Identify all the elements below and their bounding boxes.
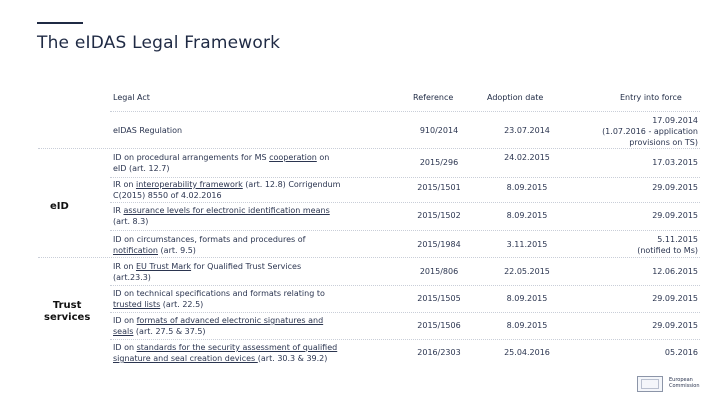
page-title: The eIDAS Legal Framework — [37, 33, 281, 53]
legal-act: ID on circumstances, formats and procedures of notification (art. 9.5) — [113, 235, 306, 255]
row-divider — [110, 177, 700, 178]
group-label-eid: eID — [50, 201, 69, 212]
legal-act: ID on procedural arrangements for MS cooperation on eID (art. 12.7) — [113, 153, 330, 173]
reference: 2015/1505 — [417, 294, 461, 303]
entry-into-force: 29.09.2015 — [652, 183, 698, 192]
reference: 2015/1984 — [417, 240, 461, 249]
entry-into-force: 17.09.2014 (1.07.2016 - application provisions on TS) — [602, 116, 698, 147]
entry-into-force: 29.09.2015 — [652, 321, 698, 330]
row-divider — [110, 230, 700, 231]
reference: 2015/806 — [419, 267, 459, 276]
legal-act: IR assurance levels for electronic identification means (art. 8.3) — [113, 206, 330, 226]
entry-into-force: 12.06.2015 — [652, 267, 698, 276]
adoption-date: 22.05.2015 — [504, 267, 550, 276]
act-link[interactable]: interoperability framework — [135, 180, 243, 189]
header-reference: Reference — [413, 93, 454, 102]
adoption-date: 8.09.2015 — [506, 321, 548, 330]
act-link[interactable]: assurance levels for electronic identification means — [123, 206, 330, 215]
act-link[interactable]: standards for the security assessment of qualified — [136, 343, 338, 352]
act-link[interactable]: formats of advanced electronic signatures and — [136, 316, 324, 325]
reference: 2015/1506 — [417, 321, 461, 330]
header-legal-act: Legal Act — [113, 93, 150, 102]
entry-into-force: 5.11.2015 (notified to Ms) — [637, 235, 698, 255]
reference: 2015/1502 — [417, 211, 461, 220]
adoption-date: 8.09.2015 — [506, 183, 548, 192]
title-accent-bar — [37, 22, 83, 24]
legal-act: IR on interoperability framework (art. 12.8) Corrigendum C(2015) 8550 of 4.02.2016 — [113, 180, 341, 200]
act-link[interactable]: EU Trust Mark — [135, 262, 192, 271]
row-divider — [110, 339, 700, 340]
adoption-date: 8.09.2015 — [506, 211, 548, 220]
act-link[interactable]: signature and seal creation devices — [113, 354, 258, 363]
legal-act: ID on standards for the security assessment of qualified signature and seal creation devices (art. 30.3 & 39.2) — [113, 343, 338, 363]
act-link[interactable]: notification — [113, 246, 158, 255]
row-divider — [110, 111, 700, 112]
entry-into-force: 29.09.2015 — [652, 294, 698, 303]
act-link[interactable]: trusted lists — [113, 300, 161, 309]
legal-act: ID on technical specifications and formats relating to trusted lists (art. 22.5) — [113, 289, 325, 309]
group-divider — [38, 257, 700, 258]
row-divider — [110, 285, 700, 286]
legal-act: ID on formats of advanced electronic signatures and seals (art. 27.5 & 37.5) — [113, 316, 324, 336]
group-divider — [38, 148, 700, 149]
header-adoption-date: Adoption date — [487, 93, 544, 102]
entry-into-force: 17.03.2015 — [652, 158, 698, 167]
reference: 2015/1501 — [417, 183, 461, 192]
row-divider — [110, 202, 700, 203]
reference: 2015/296 — [419, 158, 459, 167]
reference: 2016/2303 — [417, 348, 461, 357]
adoption-date: 23.07.2014 — [504, 126, 550, 135]
legal-act: eIDAS Regulation — [113, 126, 183, 135]
adoption-date: 3.11.2015 — [506, 240, 548, 249]
european-commission-logo: European Commission — [637, 374, 707, 396]
group-label-trust-services: Trust services — [44, 300, 91, 323]
act-link[interactable]: cooperation — [269, 153, 317, 162]
adoption-date: 24.02.2015 — [504, 153, 550, 162]
act-link[interactable]: seals — [113, 327, 134, 336]
entry-into-force: 05.2016 — [664, 348, 698, 357]
reference: 910/2014 — [419, 126, 459, 135]
adoption-date: 8.09.2015 — [506, 294, 548, 303]
adoption-date: 25.04.2016 — [504, 348, 550, 357]
eu-flag-icon — [637, 376, 663, 392]
header-entry-into-force: Entry into force — [620, 93, 682, 102]
row-divider — [110, 312, 700, 313]
entry-into-force: 29.09.2015 — [652, 211, 698, 220]
legal-act: IR on EU Trust Mark for Qualified Trust Services (art.23.3) — [113, 262, 302, 282]
